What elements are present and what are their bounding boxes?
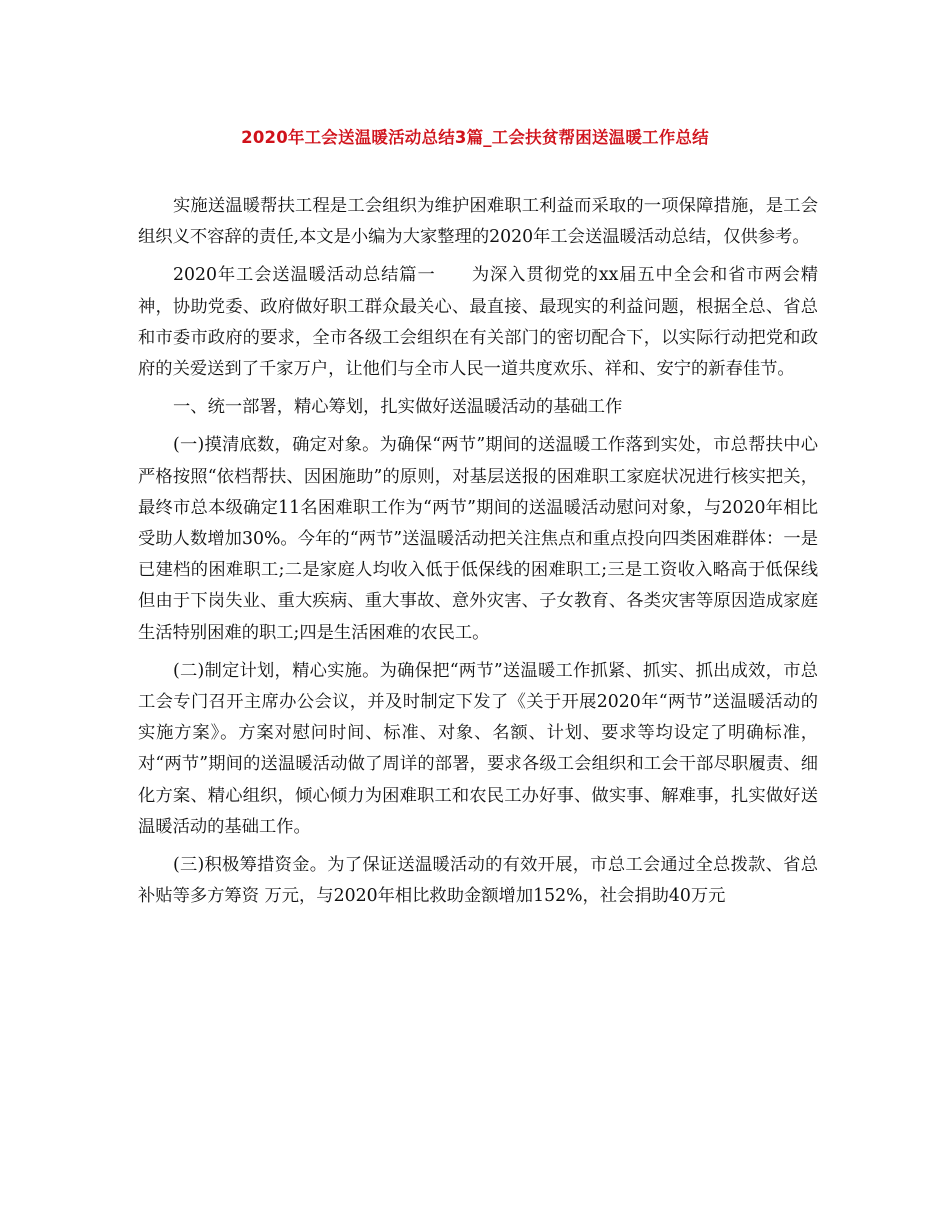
document-title: 2020年工会送温暖活动总结3篇_工会扶贫帮困送温暖工作总结: [241, 128, 709, 147]
section-heading-1: 一、统一部署，精心筹划，扎实做好送温暖活动的基础工作: [173, 397, 623, 418]
paragraph-intro: 实施送温暖帮扶工程是工会组织为维护困难职工利益而采取的一项保障措施，是工会组织义不容辞的责任,本文是小编为大家整理的2020年工会送温暖活动总结，仅供参考。: [138, 196, 818, 248]
document-body: [138, 191, 818, 919]
paragraph-item-1: (一)摸清底数，确定对象。为确保“两节”期间的送温暖工作落到实处，市总帮扶中心严格按照“依档帮扶、因困施助”的原则，对基层送报的困难职工家庭状况进行核实把关，最终市总本级确定11名困难职工作为“两节”期间的送温暖活动慰问对象，与2020年相比受助人数增加30%。今年的“两节”送温暖活动把关注焦点和重点投向四类困难群体：一是已建档的困难职工;二是家庭人均收入低于低保线的困难职工;三是工资收入略高于低保线但由于下岗失业、重大疾病、重大事故、意外灾害、子女教育、各类灾害等原因造成家庭生活特别困难的职工;四是生活困难的农民工。: [138, 435, 818, 643]
paragraph-item-2: (二)制定计划，精心实施。为确保把“两节”送温暖工作抓紧、抓实、抓出成效，市总工会专门召开主席办公会议，并及时制定下发了《关于开展2020年“两节”送温暖活动的实施方案》。方案对慰问时间、标准、对象、名额、计划、要求等均设定了明确标准，对“两节”期间的送温暖活动做了周详的部署，要求各级工会组织和工会干部尽职履责、细化方案、精心组织，倾心倾力为困难职工和农民工办好事、做实事、解难事，扎实做好送温暖活动的基础工作。: [138, 660, 818, 837]
paragraph-item-3: (三)积极筹措资金。为了保证送温暖活动的有效开展，市总工会通过全总拨款、省总补贴等多方筹资 万元，与2020年相比救助金额增加152%，社会捐助40万元: [138, 855, 818, 907]
paragraph-part-one: 2020年工会送温暖活动总结篇一 为深入贯彻党的xx届五中全会和省市两会精神，协助党委、政府做好职工群众最关心、最直接、最现实的利益问题，根据全总、省总和市委市政府的要求，全市各级工会组织在有关部门的密切配合下，以实际行动把党和政府的关爱送到了千家万户，让他们与全市人民一道共度欢乐、祥和、安宁的新春佳节。: [138, 265, 818, 380]
